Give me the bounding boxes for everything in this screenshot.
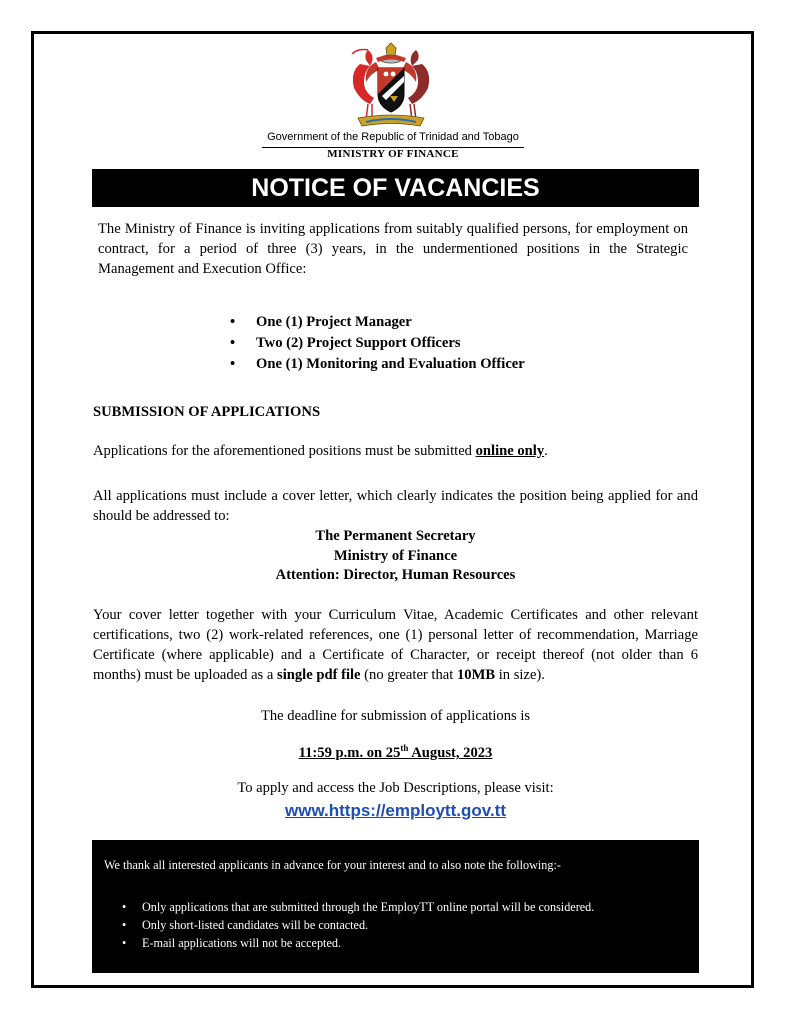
list-item: • Only applications that are submitted through the EmployTT online portal will be considered. — [122, 898, 594, 916]
deadline-date — [93, 745, 698, 762]
employtt-link[interactable]: www.https://employtt.gov.tt — [285, 801, 506, 820]
size-limit-emphasis: 10MB — [456, 667, 496, 683]
notes-intro: We thank all interested applicants in advance for your interest and to also note the following:- — [104, 858, 561, 872]
documents-text: Your cover letter together with your Curriculum Vitae, Academic Certificates and other relevant certifications, two (2) work-related references, one (1) personal letter of recommendation, Marriage Certificate (where applicable) and a Certificate of Character, or receipt thereof (not older than 6 months) must be uploaded as a — [93, 607, 698, 683]
list-item: • Only short-listed candidates will be contacted. — [122, 916, 594, 934]
online-suffix: . — [544, 443, 548, 459]
address-line: The Permanent Secretary — [315, 528, 476, 544]
documents-text: (no greater that — [360, 667, 457, 683]
positions-list — [230, 312, 525, 375]
notes-list — [122, 898, 594, 952]
online-prefix: Applications for the aforementioned positions must be submitted — [93, 443, 476, 459]
coat-of-arms-icon — [346, 42, 436, 130]
list-item: • E-mail applications will not be accepted. — [122, 934, 594, 952]
documents-text: in size). — [495, 667, 545, 683]
cover-letter-paragraph: All applications must include a cover letter, which clearly indicates the position being applied for and should be addressed to: — [93, 488, 698, 524]
intro-paragraph: The Ministry of Finance is inviting applications from suitably qualified persons, for employment on contract, for a period of three (3) years, in the undermentioned positions in the Strategic Management and Execution Office: — [98, 221, 688, 277]
deadline-intro: The deadline for submission of applications is — [260, 708, 531, 724]
list-item: • One (1) Monitoring and Evaluation Officer — [230, 354, 525, 375]
pdf-file-emphasis: single pdf file — [277, 667, 361, 683]
apply-instructions: To apply and access the Job Descriptions, please visit: — [237, 780, 554, 796]
documents-paragraph — [93, 605, 698, 685]
notes-box — [92, 840, 699, 973]
list-item: • One (1) Project Manager — [230, 312, 525, 333]
government-name: Government of the Republic of Trinidad and Tobago — [267, 131, 519, 143]
address-line: Ministry of Finance — [333, 547, 458, 564]
address-line: Attention: Director, Human Resources — [275, 567, 516, 583]
online-only-emphasis: online only — [475, 443, 545, 459]
ministry-name: MINISTRY OF FINANCE — [327, 148, 459, 160]
deadline-text: 11:59 p.m. on 25th August, 2023 — [298, 743, 493, 761]
list-item: • Two (2) Project Support Officers — [230, 333, 525, 354]
notice-title: NOTICE OF VACANCIES — [92, 169, 699, 207]
address-block — [93, 527, 698, 586]
submission-heading: SUBMISSION OF APPLICATIONS — [93, 404, 321, 420]
online-only-paragraph — [93, 441, 698, 461]
